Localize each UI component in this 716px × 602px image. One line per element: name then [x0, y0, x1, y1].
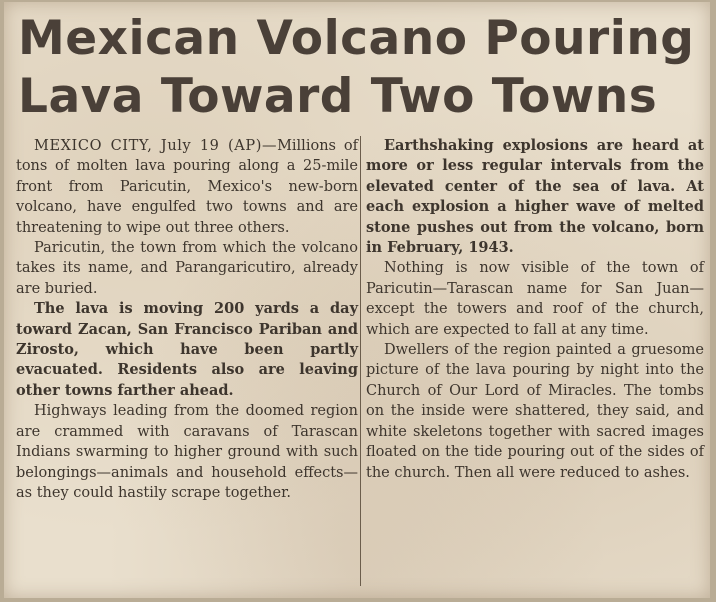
- column-divider: [360, 136, 361, 586]
- headline-line-2: Lava Toward Two Towns: [18, 69, 658, 124]
- article-right-column: [366, 136, 704, 596]
- article-left-column: [16, 136, 358, 596]
- article-paragraph-6: Nothing is now visible of the town of Paricutin—Tarascan name for San Juan—except the towers and roof of the church, which are expected to fall at any time.: [366, 260, 704, 338]
- article-paragraph-4: Highways leading from the doomed region are crammed with caravans of Tarascan Indians swarming to higher ground with such belongings—animals and household effects—as they could hastily scrape together.: [16, 403, 358, 501]
- article-paragraph-1-text: Millions of tons of molten lava pouring along a 25-mile front from Paricutin, Mexico's new-born volcano, have engulfed two towns and are threatening to wipe out three others.: [16, 138, 358, 236]
- article-paragraph-2: Paricutin, the town from which the volcano takes its name, and Parangaricutiro, already are buried.: [16, 240, 358, 297]
- article-paragraph-5: Earthshaking explosions are heard at more or less regular intervals from the elevated center of the sea of lava. At each explosion a higher wave of melted stone pushes out from the volcano, born in February, 1943.: [366, 137, 704, 257]
- article-paragraph-3: The lava is moving 200 yards a day toward Zacan, San Francisco Pariban and Zirosto, which have been partly evacuated. Residents also are leaving other towns farther ahead.: [16, 300, 358, 399]
- newspaper-clipping: [4, 2, 710, 598]
- headline: [18, 10, 708, 126]
- article-paragraph-1: [16, 136, 358, 238]
- headline-line-1: Mexican Volcano Pouring: [18, 11, 695, 66]
- article-paragraph-7: Dwellers of the region painted a gruesome picture of the lava pouring by night into the Church of Our Lord of Miracles. The tombs on the inside were shattered, they said, and white skeletons together with sacred images floated on the tide pouring out of the sides of the church. Then all were reduced to ashes.: [366, 342, 704, 481]
- dateline: MEXICO CITY, July 19 (AP)—: [34, 138, 278, 154]
